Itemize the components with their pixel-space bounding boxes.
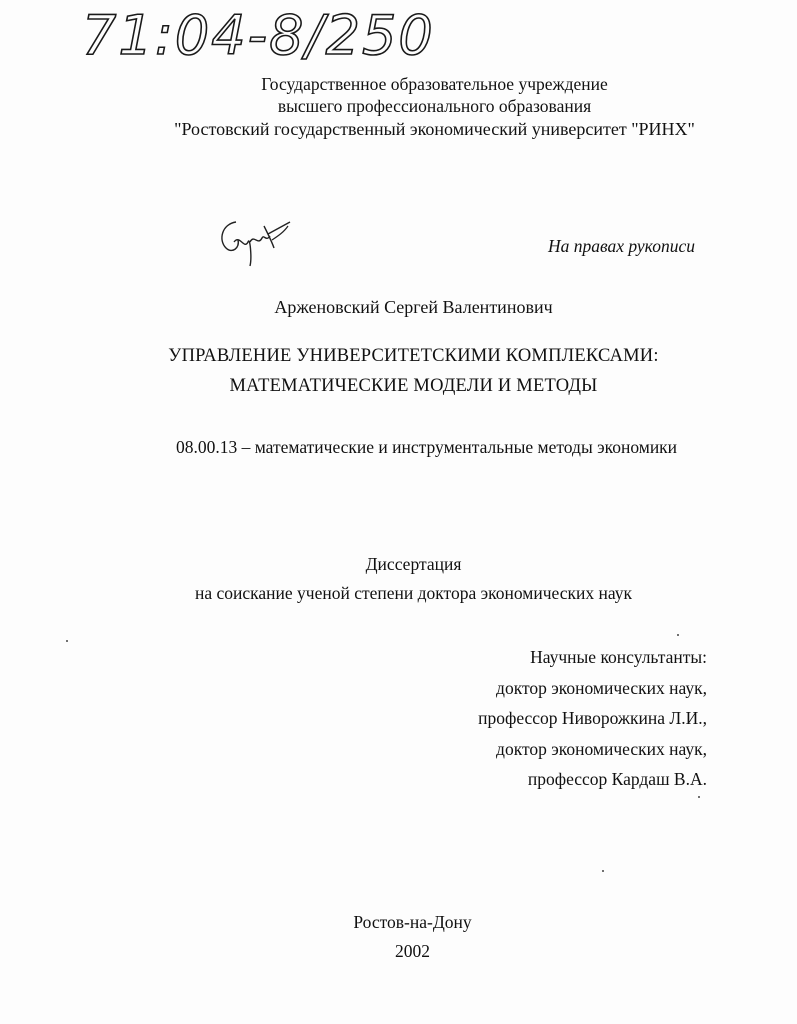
- city: Ростов-на-Дону: [353, 912, 472, 932]
- scan-speck: [698, 796, 700, 798]
- year: 2002: [395, 941, 430, 961]
- consultant-line: профессор Кардаш В.А.: [527, 769, 707, 789]
- institution-line-3: "Ростовский государственный экономический университет "РИНХ": [174, 119, 695, 139]
- degree-statement: на соискание ученой степени доктора экономических наук: [195, 583, 632, 603]
- consultant-line: профессор Ниворожкина Л.И.,: [478, 708, 707, 728]
- dissertation-title-line-2: МАТЕМАТИЧЕСКИЕ МОДЕЛИ И МЕТОДЫ: [229, 376, 598, 396]
- consultant-line: доктор экономических наук,: [496, 677, 707, 698]
- scientific-consultants: [478, 642, 707, 795]
- consultants-heading: Научные консультанты:: [530, 647, 707, 667]
- document-type: Диссертация: [365, 554, 462, 574]
- scan-speck: [677, 634, 679, 636]
- institution-line-2: высшего профессионального образования: [277, 96, 592, 116]
- scan-speck: [602, 870, 604, 872]
- author-signature: [214, 212, 294, 268]
- author-name: Арженовский Сергей Валентинович: [274, 297, 553, 317]
- dissertation-title-line-1: УПРАВЛЕНИЕ УНИВЕРСИТЕТСКИМИ КОМПЛЕКСАМИ:: [168, 346, 659, 366]
- handwritten-archive-code: [78, 2, 438, 64]
- institution-line-1: Государственное образовательное учреждение: [261, 74, 608, 94]
- specialty-code: 08.00.13 – математические и инструментальные методы экономики: [175, 437, 678, 457]
- consultant-line: доктор экономических наук,: [496, 738, 707, 759]
- handwritten-code-text: 71:04-8/250: [82, 4, 435, 64]
- scan-speck: [66, 640, 68, 642]
- manuscript-rights-note: На правах рукописи: [548, 236, 695, 256]
